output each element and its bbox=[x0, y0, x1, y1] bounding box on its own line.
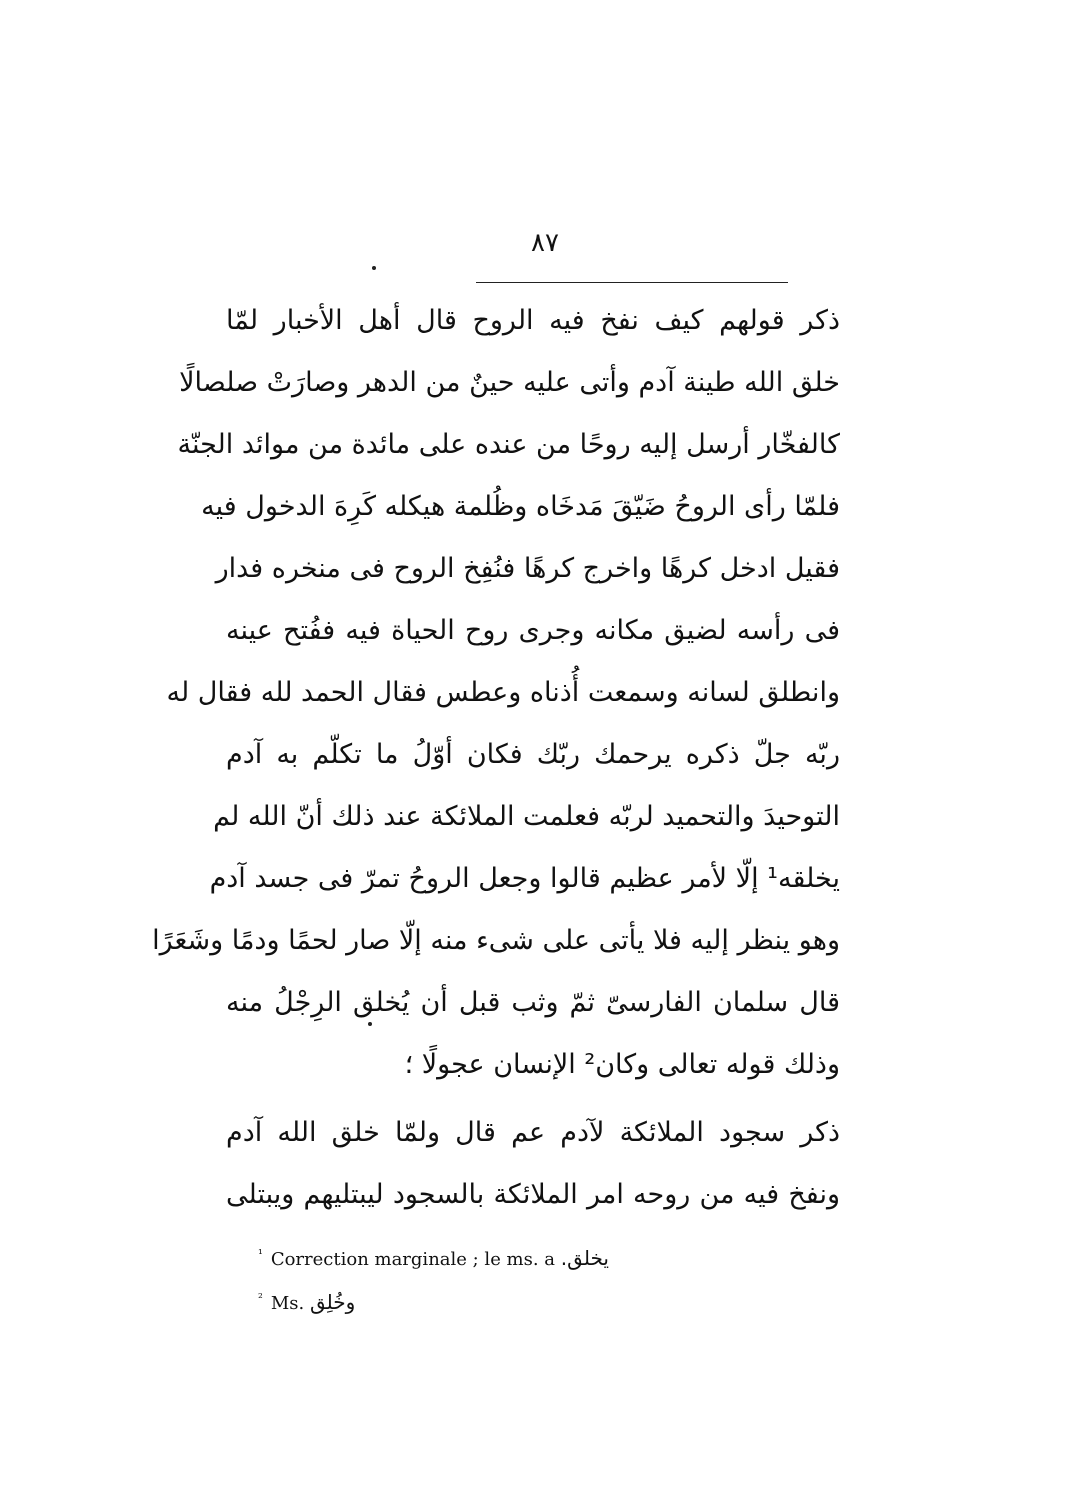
footnote-mark: ¹ bbox=[258, 1247, 263, 1261]
text-line: خلق الله طينة آدم وأتى عليه حينٌ من الدهر وصارَتْ صلصالًا bbox=[179, 367, 840, 398]
footnote-text: Ms. bbox=[270, 1293, 305, 1314]
text-line: وهو ينظر إليه فلا يأتى على شىء منه إلّا صار لحمًا ودمًا وشَعَرًا bbox=[152, 925, 840, 956]
text-line: فقيل ادخل كرهًا واخرج كرهًا فنُفِخ الروح فى منخره فدار bbox=[215, 553, 840, 584]
header-rule bbox=[476, 282, 788, 283]
footnote-arabic: وخُلِق bbox=[309, 1290, 356, 1314]
footnote bbox=[258, 1276, 658, 1320]
text-line: فى رأسه لضيق مكانه وجرى روح الحياة فيه ففُتح عينه bbox=[226, 615, 840, 646]
text-line: كالفخّار أرسل إليه روحًا من عنده على مائدة من موائد الجنّة bbox=[177, 429, 840, 460]
text-line: يخلقه¹ إلّا لأمر عظيم قالوا وجعل الروحُ تمرّ فى جسد آدم bbox=[209, 863, 840, 894]
text-line: فلمّا رأى الروحُ ضَيّقَ مَدخَاه وظُلمة هيكله كَرِهَ الدخول فيه bbox=[201, 491, 840, 522]
text-line: ربّه جلّ ذكره يرحمك ربّك فكان أوّلُ ما تكلّم به آدم bbox=[226, 739, 840, 770]
page-number: ٨٧ bbox=[531, 228, 559, 258]
ink-speck bbox=[372, 266, 376, 270]
text-line: ذكر قولهم كيف نفخ فيه الروح قال أهل الأخبار لمّا bbox=[226, 305, 840, 336]
arabic-body-text bbox=[152, 290, 840, 1226]
footnote-arabic: يخلق. bbox=[560, 1246, 609, 1270]
text-line: وذلك قوله تعالى وكان² الإنسان عجولًا ؛ bbox=[404, 1049, 840, 1080]
footnotes bbox=[258, 1232, 658, 1320]
text-line: ذكر سجود الملائكة لآدم عم قال ولمّا خلق الله آدم bbox=[226, 1117, 840, 1148]
text-line: التوحيدَ والتحميد لربّه فعلمت الملائكة عند ذلك أنّ الله لم bbox=[213, 801, 840, 832]
text-line: وانطلق لسانه وسمعت أُذناه وعطس فقال الحمد لله فقال له bbox=[166, 677, 840, 708]
text-line: ونفخ فيه من روحه امر الملائكة بالسجود ليبتليهم ويبتلى bbox=[226, 1179, 840, 1210]
footnote bbox=[258, 1232, 658, 1276]
footnote-mark: ² bbox=[258, 1291, 263, 1305]
footnote-text: Correction marginale ; le ms. a bbox=[270, 1249, 556, 1270]
text-line: قال سلمان الفارسىّ ثمّ وثب قبل أن يُخلق الرِجْلُ منه bbox=[226, 987, 840, 1018]
